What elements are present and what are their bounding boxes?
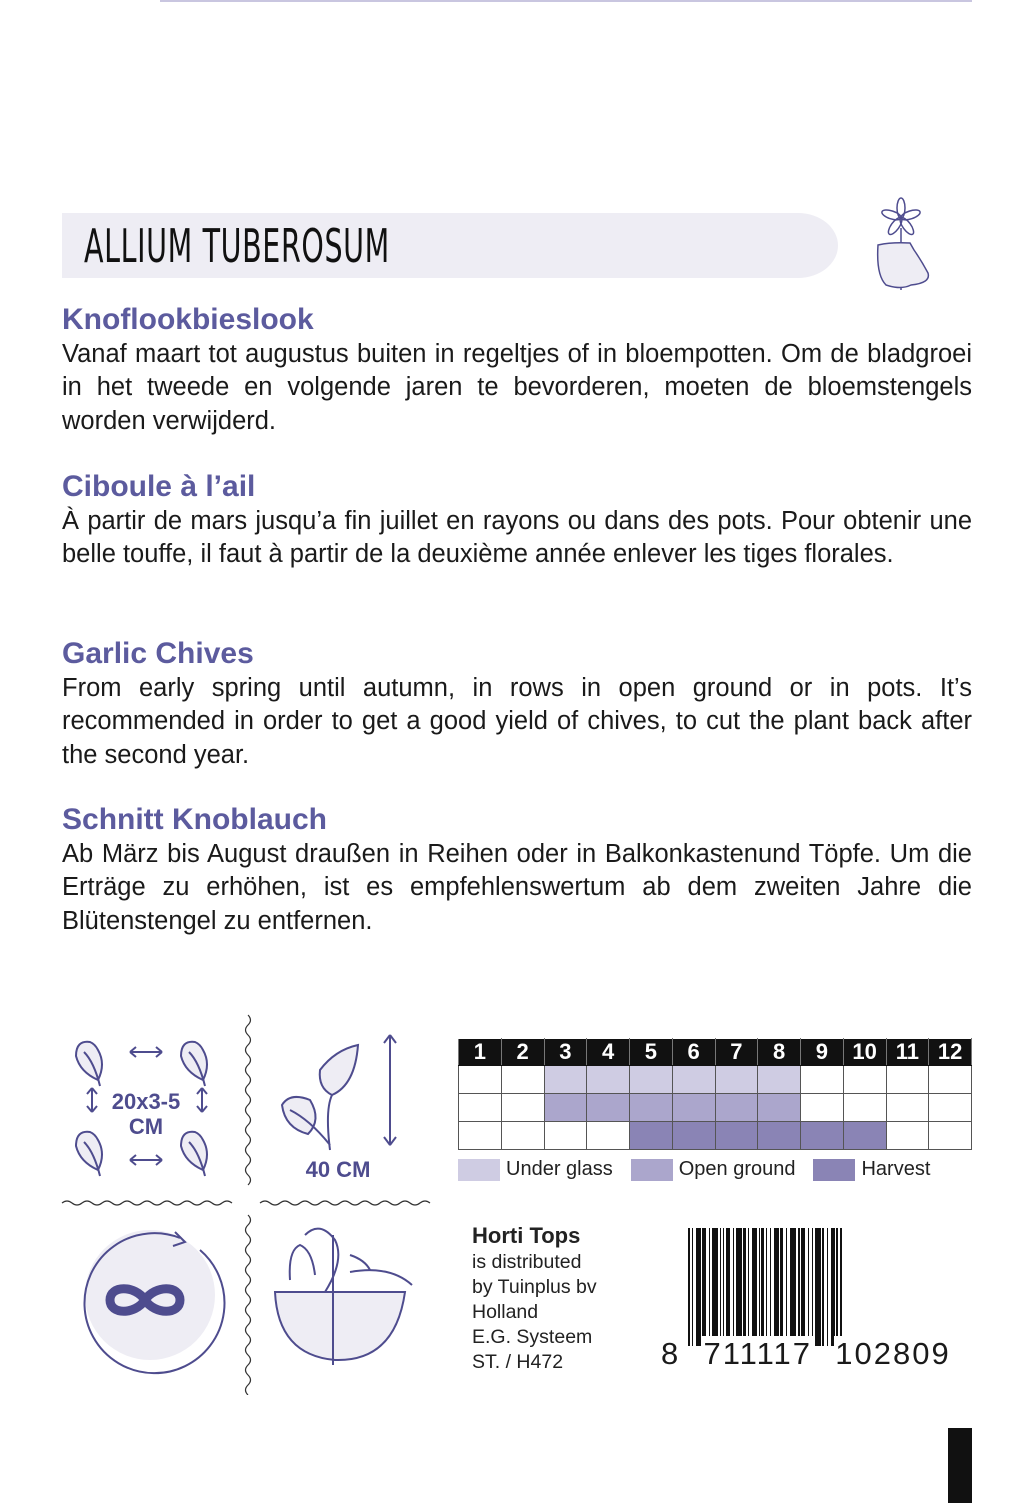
calendar-cell	[843, 1066, 886, 1094]
legend-open-ground: Open ground	[631, 1158, 796, 1181]
salad-bowl-icon	[275, 1229, 412, 1365]
calendar-cell	[501, 1122, 544, 1150]
calendar-cell	[801, 1066, 844, 1094]
month-header: 8	[758, 1039, 801, 1066]
dist-line: E.G. Systeem	[472, 1326, 593, 1348]
dist-line: Holland	[472, 1301, 539, 1323]
dist-line: is distributed	[472, 1251, 582, 1273]
top-rule	[160, 0, 972, 2]
month-header: 6	[672, 1039, 715, 1066]
svg-text:20x3-5: 20x3-5	[111, 1089, 181, 1114]
calendar-cell	[544, 1066, 587, 1094]
calendar-cell	[672, 1094, 715, 1122]
month-header: 1	[459, 1039, 502, 1066]
calendar-cell	[672, 1122, 715, 1150]
calendar-row	[459, 1094, 972, 1122]
barcode-bars	[688, 1228, 844, 1346]
calendar-cell	[587, 1122, 630, 1150]
calendar-cell	[630, 1066, 673, 1094]
month-header: 4	[587, 1039, 630, 1066]
dist-line: by Tuinplus bv	[472, 1276, 597, 1298]
calendar-cell	[843, 1094, 886, 1122]
brand-name: Horti Tops	[472, 1223, 581, 1248]
month-header: 11	[886, 1039, 929, 1066]
heading-dutch: Knoflookbieslook	[62, 303, 314, 336]
calendar-cell	[630, 1094, 673, 1122]
calendar-cell	[715, 1066, 758, 1094]
month-header: 10	[843, 1039, 886, 1066]
calendar-cell	[929, 1066, 972, 1094]
section-dutch	[62, 303, 972, 438]
calendar-row	[459, 1066, 972, 1094]
sowing-calendar	[458, 1038, 972, 1150]
calendar-row	[459, 1122, 972, 1150]
calendar-cell	[544, 1122, 587, 1150]
calendar-cell	[459, 1122, 502, 1150]
month-header: 5	[630, 1039, 673, 1066]
print-mark	[948, 1428, 972, 1503]
text-english: From early spring until autumn, in rows in open ground or in pots. It’s recommended in order to get a good yield of chives, to cut the plant back after the second year.	[62, 674, 972, 769]
calendar-cell	[630, 1122, 673, 1150]
calendar-cell	[758, 1066, 801, 1094]
calendar-cell	[672, 1066, 715, 1094]
text-french: À partir de mars jusqu’a fin juillet en rayons ou dans des pots. Pour obtenir une belle touffe, il faut à partir de la deuxième année enlever les tiges florales.	[62, 507, 972, 569]
calendar-cell	[801, 1094, 844, 1122]
legend-harvest: Harvest	[813, 1158, 930, 1181]
calendar-cell	[886, 1094, 929, 1122]
calendar-cell	[715, 1122, 758, 1150]
legend-under-glass: Under glass	[458, 1158, 613, 1181]
calendar-cell	[801, 1122, 844, 1150]
spacing-icon	[76, 1042, 207, 1176]
flower-in-pot-icon	[866, 195, 936, 295]
barcode-bar	[842, 1228, 844, 1346]
calendar-cell	[886, 1066, 929, 1094]
calendar-cell	[587, 1066, 630, 1094]
dist-line: ST. / H472	[472, 1351, 564, 1373]
perennial-icon	[84, 1230, 224, 1373]
section-german	[62, 803, 972, 938]
svg-text:CM: CM	[128, 1114, 164, 1139]
calendar-cell	[929, 1122, 972, 1150]
calendar-legend	[458, 1158, 948, 1181]
barcode-digits: 8 711117 102809	[661, 1336, 951, 1371]
text-dutch: Vanaf maart tot augustus buiten in regeltjes of in bloempotten. Om de bladgroei in het tweede en volgende jaren te bevorderen, moeten de bloemstengels worden verwijderd.	[62, 340, 972, 435]
calendar-cell	[544, 1094, 587, 1122]
month-header: 3	[544, 1039, 587, 1066]
section-english	[62, 637, 972, 772]
title-band	[62, 213, 838, 278]
distributor-info	[472, 1223, 597, 1375]
calendar-cell	[929, 1094, 972, 1122]
heading-german: Schnitt Knoblauch	[62, 803, 327, 836]
calendar-cell	[758, 1122, 801, 1150]
calendar-cell	[501, 1094, 544, 1122]
calendar-cell	[459, 1066, 502, 1094]
info-icons	[50, 1010, 450, 1395]
month-header: 7	[715, 1039, 758, 1066]
heading-english: Garlic Chives	[62, 637, 254, 670]
calendar-cell	[587, 1094, 630, 1122]
month-header: 12	[929, 1039, 972, 1066]
calendar-cell	[459, 1094, 502, 1122]
month-header: 2	[501, 1039, 544, 1066]
svg-text:40 CM: 40 CM	[305, 1157, 371, 1182]
calendar-cell	[501, 1066, 544, 1094]
plant-height-icon	[282, 1035, 396, 1182]
text-german: Ab März bis August draußen in Reihen oder in Balkonkastenund Töpfe. Um die Erträge zu erhöhen, ist es empfehlenswertum ab dem zweiten Jahre die Blütenstengel zu entfernen.	[62, 840, 972, 935]
calendar-cell	[758, 1094, 801, 1122]
month-header: 9	[801, 1039, 844, 1066]
calendar-cell	[715, 1094, 758, 1122]
section-french	[62, 470, 972, 572]
calendar-cell	[843, 1122, 886, 1150]
latin-name: ALLIUM TUBEROSUM	[84, 219, 390, 273]
heading-french: Ciboule à l’ail	[62, 470, 256, 503]
barcode	[660, 1226, 970, 1376]
calendar-cell	[886, 1122, 929, 1150]
